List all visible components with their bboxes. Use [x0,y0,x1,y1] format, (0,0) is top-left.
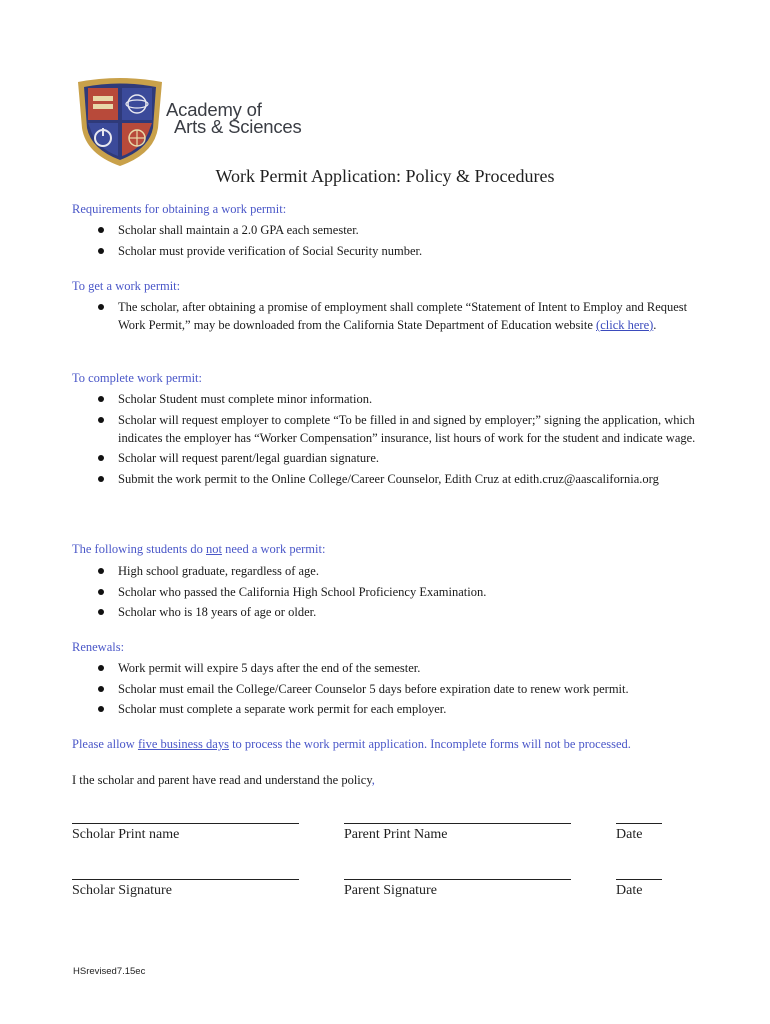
revision-footer: HSrevised7.15ec [73,966,146,977]
complete-permit-list [118,390,708,490]
page-title: Work Permit Application: Policy & Procedures [215,166,555,186]
list-item: Scholar must provide verification of Social Security number. [118,242,708,260]
complete-permit-heading: To complete work permit: [72,371,202,385]
exempt-heading-before: The following students do [72,542,207,556]
notice-after: to process the work permit application. Incomplete forms will not be processed. [228,737,631,751]
date-line-2[interactable] [616,879,662,880]
parent-signature-line[interactable] [344,879,571,880]
school-name-line1: Academy of [166,99,262,120]
parent-print-label: Parent Print Name [344,827,448,842]
list-item: Scholar must email the College/Career Counselor 5 days before expiration date to renew work permit. [118,680,708,698]
list-item: Scholar will request parent/legal guardian signature. [118,449,708,467]
list-item: Scholar who passed the California High School Proficiency Examination. [118,583,708,601]
list-item: Scholar must complete a separate work permit for each employer. [118,700,708,718]
list-item: Work permit will expire 5 days after the end of the semester. [118,659,708,677]
processing-notice [72,737,631,752]
parent-signature-label: Parent Signature [344,883,437,898]
renewals-list [118,659,708,721]
exempt-heading [72,542,325,557]
list-item: Scholar shall maintain a 2.0 GPA each semester. [118,221,708,239]
school-name-line2: Arts & Sciences [174,116,302,137]
requirements-heading: Requirements for obtaining a work permit: [72,202,287,216]
date-label-2: Date [616,883,643,898]
notice-before: Please allow [72,737,138,751]
get-permit-list [118,298,708,337]
renewals-heading: Renewals: [72,640,125,654]
list-item: Scholar Student must complete minor information. [118,390,708,408]
list-item [118,298,708,334]
exempt-heading-after: need a work permit: [222,542,326,556]
acknowledgement-comma: , [371,773,375,787]
click-here-link[interactable]: (click here) [596,318,654,332]
scholar-print-label: Scholar Print name [72,827,180,842]
list-item: Scholar who is 18 years of age or older. [118,603,708,621]
scholar-signature-label: Scholar Signature [72,883,172,898]
school-name [166,101,302,135]
requirements-list [118,221,708,262]
list-item: Submit the work permit to the Online College/Career Counselor, Edith Cruz at edith.cruz@aascalifornia.org [118,470,708,488]
parent-print-line[interactable] [344,823,571,824]
list-item: High school graduate, regardless of age. [118,562,708,580]
acknowledgement-main: I the scholar and parent have read and understand the policy [72,773,372,787]
list-item: Scholar will request employer to complete “To be filled in and signed by employer;” signing the application, which indicates the employer has “Worker Compensation” insurance, list hours of work for the student and indicate wage. [118,411,708,447]
exempt-list [118,562,708,624]
crest-icon [74,76,166,168]
exempt-heading-emph: not [206,542,222,556]
notice-emph: five business days [137,737,229,751]
get-permit-heading: To get a work permit: [72,279,181,293]
scholar-print-line[interactable] [72,823,299,824]
acknowledgement-text [72,773,375,788]
date-label-1: Date [616,827,643,842]
get-permit-text: The scholar, after obtaining a promise of employment shall complete “Statement of Intent to Employ and Request Work Permit,” may be downloaded from the California State Department of Education website [118,300,688,332]
date-line-1[interactable] [616,823,662,824]
scholar-signature-line[interactable] [72,879,299,880]
period: . [653,318,657,332]
